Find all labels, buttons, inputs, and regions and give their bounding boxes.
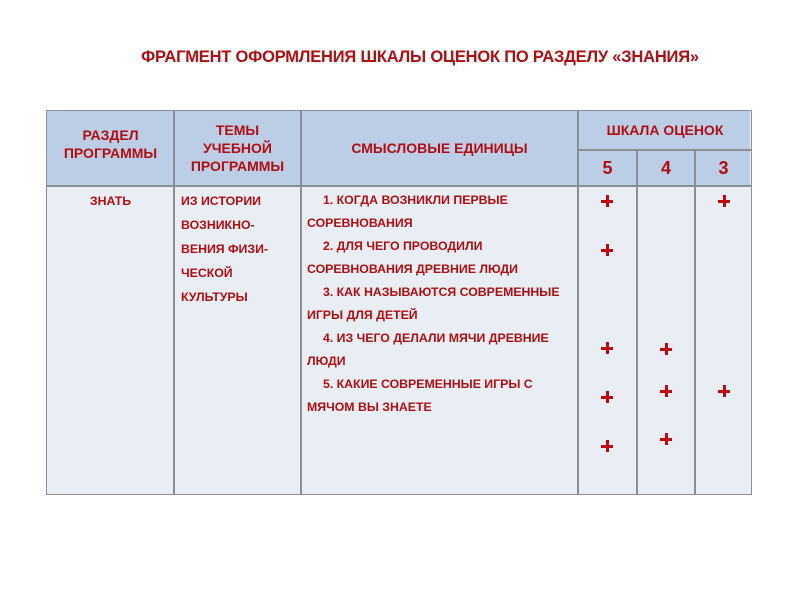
- column-divider: [300, 111, 302, 494]
- topic-line: КУЛЬТУРЫ: [181, 290, 248, 304]
- header-units: [301, 111, 578, 185]
- header-grade-3: 3: [718, 158, 729, 178]
- plus-mark-icon: [601, 195, 613, 207]
- unit-text: 2. ДЛЯ ЧЕГО ПРОВОДИЛИ: [323, 239, 483, 253]
- topic-line: ЧЕСКОЙ: [181, 266, 233, 280]
- header-units-label: СМЫСЛОВЫЕ ЕДИНИЦЫ: [351, 140, 528, 156]
- unit-text: 4. ИЗ ЧЕГО ДЕЛАЛИ МЯЧИ ДРЕВНИЕ: [323, 331, 549, 345]
- column-divider: [636, 149, 638, 494]
- plus-mark-icon: [718, 385, 730, 397]
- unit-item: [307, 189, 577, 234]
- header-grade-4: 4: [660, 158, 671, 178]
- cell-section: ЗНАТЬ: [89, 194, 132, 208]
- header-topics-line: ТЕМЫ: [215, 122, 260, 138]
- unit-item: [307, 281, 577, 326]
- row-divider: [47, 185, 751, 187]
- plus-mark-icon: [718, 195, 730, 207]
- unit-text: МЯЧОМ ВЫ ЗНАЕТЕ: [307, 399, 432, 414]
- topic-line: ВОЗНИКНО-: [181, 218, 255, 232]
- unit-text: ЛЮДИ: [307, 353, 346, 368]
- cell-topic: [181, 189, 299, 309]
- header-grade-5: 5: [602, 158, 613, 178]
- plus-mark-icon: [660, 433, 672, 445]
- unit-text: СОРЕВНОВАНИЯ ДРЕВНИЕ ЛЮДИ: [307, 261, 518, 276]
- header-topics-line: ПРОГРАММЫ: [190, 158, 285, 174]
- plus-mark-icon: [601, 244, 613, 256]
- plus-mark-icon: [601, 342, 613, 354]
- unit-item: [307, 327, 577, 372]
- header-section-line: РАЗДЕЛ: [82, 127, 139, 143]
- header-section: [47, 111, 174, 171]
- column-divider: [577, 111, 579, 494]
- topic-line: ИЗ ИСТОРИИ: [181, 194, 262, 208]
- cell-units: [307, 189, 577, 419]
- page-title: ФРАГМЕНТ ОФОРМЛЕНИЯ ШКАЛЫ ОЦЕНОК ПО РАЗДЕЛУ «ЗНАНИЯ»: [141, 48, 699, 66]
- unit-item: [307, 373, 577, 418]
- header-scale-label: ШКАЛА ОЦЕНОК: [606, 122, 724, 138]
- unit-item: [307, 235, 577, 280]
- header-scale: [578, 111, 752, 149]
- unit-text: ИГРЫ ДЛЯ ДЕТЕЙ: [307, 307, 418, 322]
- header-topics: [174, 111, 301, 185]
- column-divider: [694, 149, 696, 494]
- topic-line: ВЕНИЯ ФИЗИ-: [181, 242, 269, 256]
- unit-text: СОРЕВНОВАНИЯ: [307, 215, 413, 230]
- header-topics-line: УЧЕБНОЙ: [202, 140, 272, 156]
- unit-text: 5. КАКИЕ СОВРЕМЕННЫЕ ИГРЫ С: [323, 377, 533, 391]
- unit-text: 1. КОГДА ВОЗНИКЛИ ПЕРВЫЕ: [323, 193, 508, 207]
- row-divider: [578, 149, 751, 151]
- unit-text: 3. КАК НАЗЫВАЮТСЯ СОВРЕМЕННЫЕ: [323, 285, 560, 299]
- column-divider: [173, 111, 175, 494]
- grading-scale-table: [46, 110, 752, 495]
- plus-mark-icon: [660, 385, 672, 397]
- plus-mark-icon: [601, 391, 613, 403]
- plus-mark-icon: [601, 440, 613, 452]
- header-section-line: ПРОГРАММЫ: [63, 145, 158, 161]
- plus-mark-icon: [660, 343, 672, 355]
